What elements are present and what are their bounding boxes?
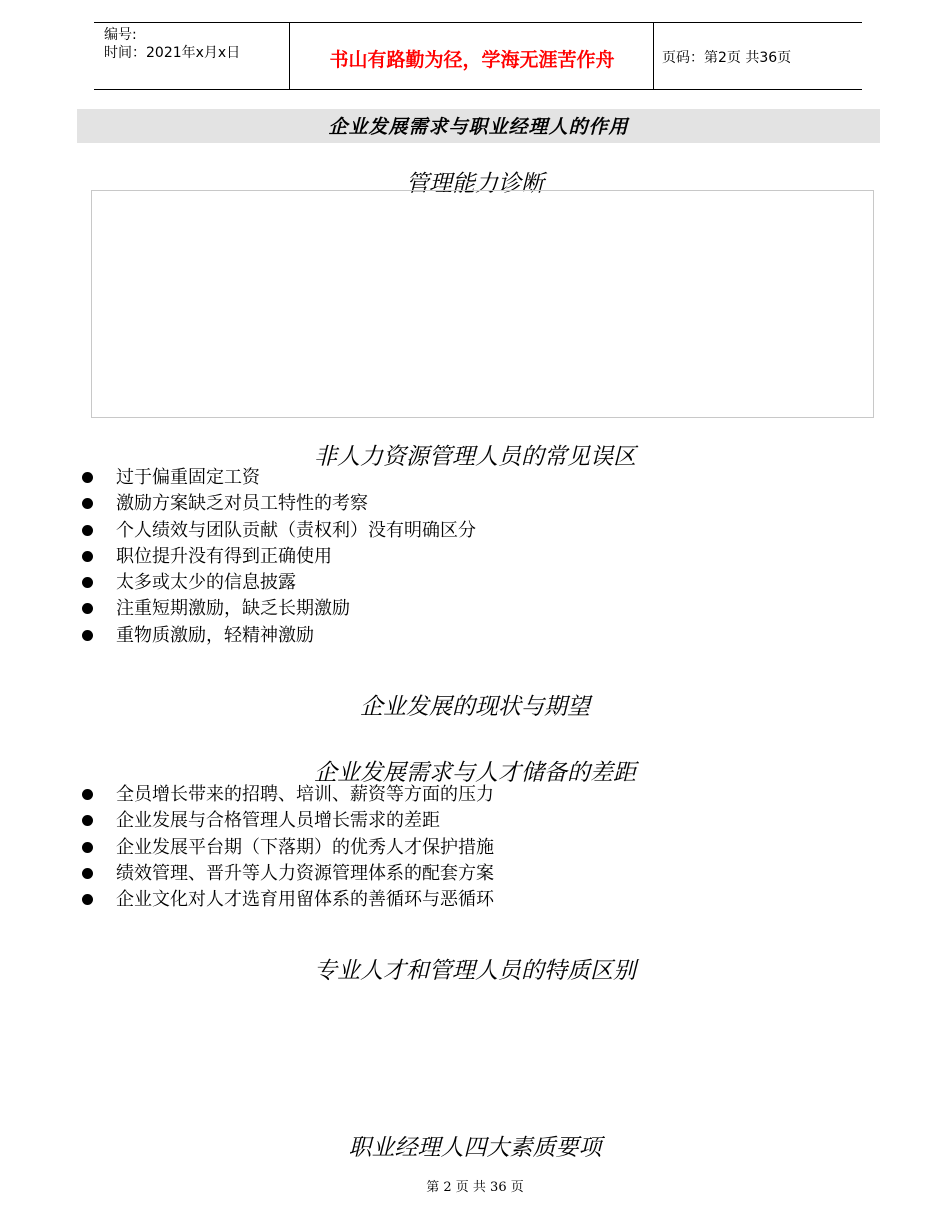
page-footer: 第 2 页 共 36 页 [426,1180,524,1195]
section-heading-diagnosis: 管理能力诊断 [406,171,544,197]
page-header [94,22,862,90]
bullet-icon [82,551,93,562]
bullet-icon [82,525,93,536]
list-item: 重物质激励，轻精神激励 [80,623,476,649]
number-label: 编号: [104,27,137,43]
list-item: 企业文化对人才选育用留体系的善循环与恶循环 [80,887,494,913]
gap-list [80,782,494,913]
list-item: 激励方案缺乏对员工特性的考察 [80,491,476,517]
bullet-icon [82,815,93,826]
list-item: 企业发展与合格管理人员增长需求的差距 [80,808,494,834]
header-motto: 书山有路勤为径，学海无涯苦作舟 [329,49,615,71]
bullet-icon [82,894,93,905]
list-item: 企业发展平台期（下落期）的优秀人才保护措施 [80,835,494,861]
bullet-icon [82,842,93,853]
bullet-icon [82,577,93,588]
list-item: 个人绩效与团队贡献（责权利）没有明确区分 [80,518,476,544]
bullet-icon [82,868,93,879]
mistakes-list [80,465,476,649]
bullet-icon [82,630,93,641]
list-item: 过于偏重固定工资 [80,465,476,491]
list-item: 注重短期激励，缺乏长期激励 [80,596,476,622]
bullet-icon [82,789,93,800]
section-heading-difference: 专业人才和管理人员的特质区别 [314,958,636,984]
banner-title: 企业发展需求与职业经理人的作用 [77,109,880,143]
header-left-cell [104,26,240,62]
list-item: 全员增长带来的招聘、培训、薪资等方面的压力 [80,782,494,808]
section-heading-mistakes: 非人力资源管理人员的常见误区 [314,444,636,470]
header-page-info: 页码：第2页 共36页 [662,50,792,66]
section-heading-qualities: 职业经理人四大素质要项 [348,1135,602,1161]
time-label: 时间：2021年x月x日 [104,45,241,61]
list-item: 太多或太少的信息披露 [80,570,476,596]
section-heading-gap: 企业发展需求与人才储备的差距 [314,760,636,786]
diagnosis-figure-frame [91,190,874,418]
bullet-icon [82,498,93,509]
bullet-icon [82,603,93,614]
list-item: 职位提升没有得到正确使用 [80,544,476,570]
section-heading-status: 企业发展的现状与期望 [360,694,590,720]
bullet-icon [82,472,93,483]
list-item: 绩效管理、晋升等人力资源管理体系的配套方案 [80,861,494,887]
